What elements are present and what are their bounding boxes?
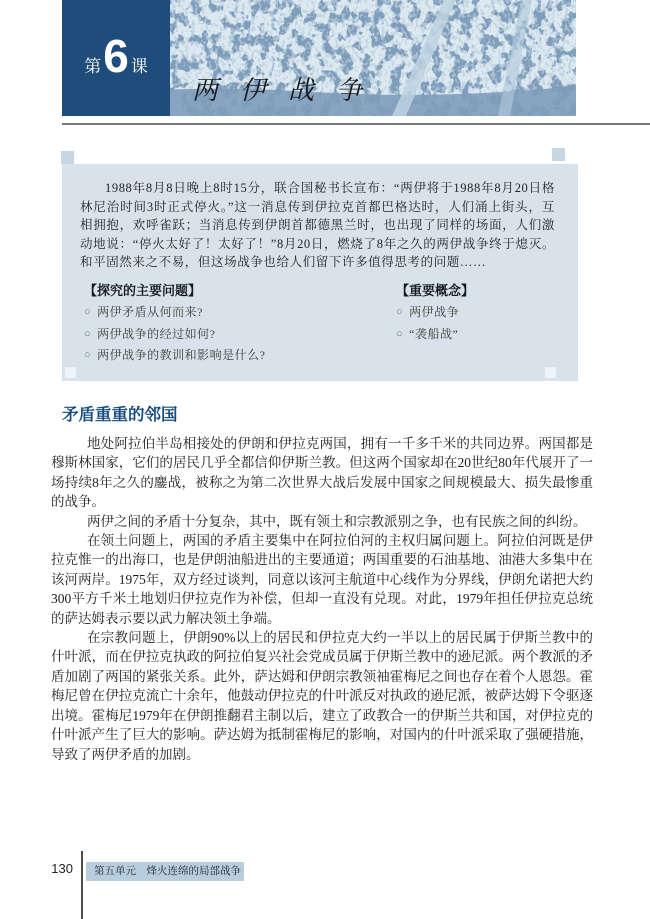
body-paragraph: 在领土问题上，两国的矛盾主要集中在阿拉伯河的主权归属问题上。阿拉伯河既是伊拉克惟一的出海口，也是伊朗油船进出的主要通道；两国重要的石油基地、油港大多集中在该河两岸。1975年，双方经过谈判，同意以该河主航道中心线作为分界线，伊朗允诺把大约300平方千米土地划归伊拉克作为补偿，但却一直没有兑现。对此，1979年担任伊拉克总统的萨达姆表示要以武力解决领土争端。 xyxy=(51,533,593,626)
circle-bullet-icon: ○ xyxy=(84,349,92,361)
lesson-title: 两伊战争 xyxy=(192,76,385,106)
question-item xyxy=(84,302,396,324)
circle-bullet-icon: ○ xyxy=(84,306,92,318)
concept-text: 两伊战争 xyxy=(409,305,460,319)
intro-paragraph: 1988年8月8日晚上8时15分，联合国秘书长宣布：“两伊将于1988年8月20日格林尼治时间3时正式停火。”这一消息传到伊拉克首都巴格达时，人们涌上街头，互相拥抱，欢呼雀跃；当消息传到伊朗首都德黑兰时，也出现了同样的场面，人们激动地说：“停火太好了！太好了！”8月20日，燃烧了8年之久的两伊战争终于熄灭。和平固然来之不易，但这场战争也给人们留下许多值得思考的问题…… xyxy=(80,181,555,270)
intro-box xyxy=(62,164,578,381)
lesson-prefix: 第 xyxy=(84,57,102,76)
lesson-number: 6 xyxy=(103,30,129,82)
questions-concepts-area xyxy=(84,280,564,367)
page-number: 130 xyxy=(51,861,73,876)
lesson-suffix: 课 xyxy=(130,57,148,76)
question-text: 两伊战争的教训和影响是什么? xyxy=(97,348,266,362)
explore-questions-column xyxy=(84,280,396,367)
unit-label-bar: 第五单元 烽火连绵的局部战争 xyxy=(86,862,244,881)
question-item xyxy=(84,324,396,346)
lesson-badge xyxy=(62,0,170,116)
corner-square-bottom-left xyxy=(65,367,76,378)
corner-square-bottom-right xyxy=(545,367,556,378)
concept-item xyxy=(396,324,564,346)
body-paragraph: 在宗教问题上，伊朗90%以上的居民和伊拉克大约一半以上的居民属于伊斯兰教中的什叶派，而在伊拉克执政的阿拉伯复兴社会党成员属于伊斯兰教中的逊尼派。两个教派的矛盾加剧了两国的紧张关系。此外，萨达姆和伊朗宗教领袖霍梅尼之间也存在着个人恩怨。霍梅尼曾在伊拉克流亡十余年，他鼓动伊拉克的什叶派反对执政的逊尼派，被萨达姆下令驱逐出境。霍梅尼1979年在伊朗推翻君主制以后，建立了政教合一的伊斯兰共和国，对伊拉克的什叶派产生了巨大的影响。萨达姆为抵制霍梅尼的影响，对国内的什叶派采取了强硬措施，导致了两伊矛盾的加剧。 xyxy=(51,630,593,762)
circle-bullet-icon: ○ xyxy=(396,327,404,340)
corner-square-top-left xyxy=(61,151,74,164)
corner-square-top-right xyxy=(552,148,565,161)
question-text: 两伊矛盾从何而来? xyxy=(97,305,203,319)
body-paragraph: 地处阿拉伯半岛相接处的伊朗和伊拉克两国，拥有一千多千米的共同边界。两国都是穆斯林国家，它们的居民几乎全都信仰伊斯兰教。但这两个国家却在20世纪80年代展开了一场持续8年之久的鏖战，被称之为第二次世界大战后发展中国家之间规模最大、损失最惨重的战争。 xyxy=(51,436,593,510)
explore-questions-title: 【探究的主要问题】 xyxy=(84,283,202,298)
section-heading: 矛盾重重的邻国 xyxy=(62,406,178,424)
body-text xyxy=(51,434,593,764)
circle-bullet-icon: ○ xyxy=(84,327,92,340)
question-text: 两伊战争的经过如何? xyxy=(97,326,216,341)
question-item xyxy=(84,345,396,367)
key-concepts-column xyxy=(396,280,564,367)
key-concepts-title: 【重要概念】 xyxy=(396,283,475,298)
circle-bullet-icon: ○ xyxy=(396,306,404,318)
body-paragraph: 两伊之间的矛盾十分复杂，其中，既有领土和宗教派别之争，也有民族之间的纠纷。 xyxy=(87,513,587,529)
footer-divider-line xyxy=(81,851,83,919)
concept-item xyxy=(396,302,564,324)
header-rule xyxy=(62,123,650,125)
concept-text: “袭船战” xyxy=(409,326,459,341)
